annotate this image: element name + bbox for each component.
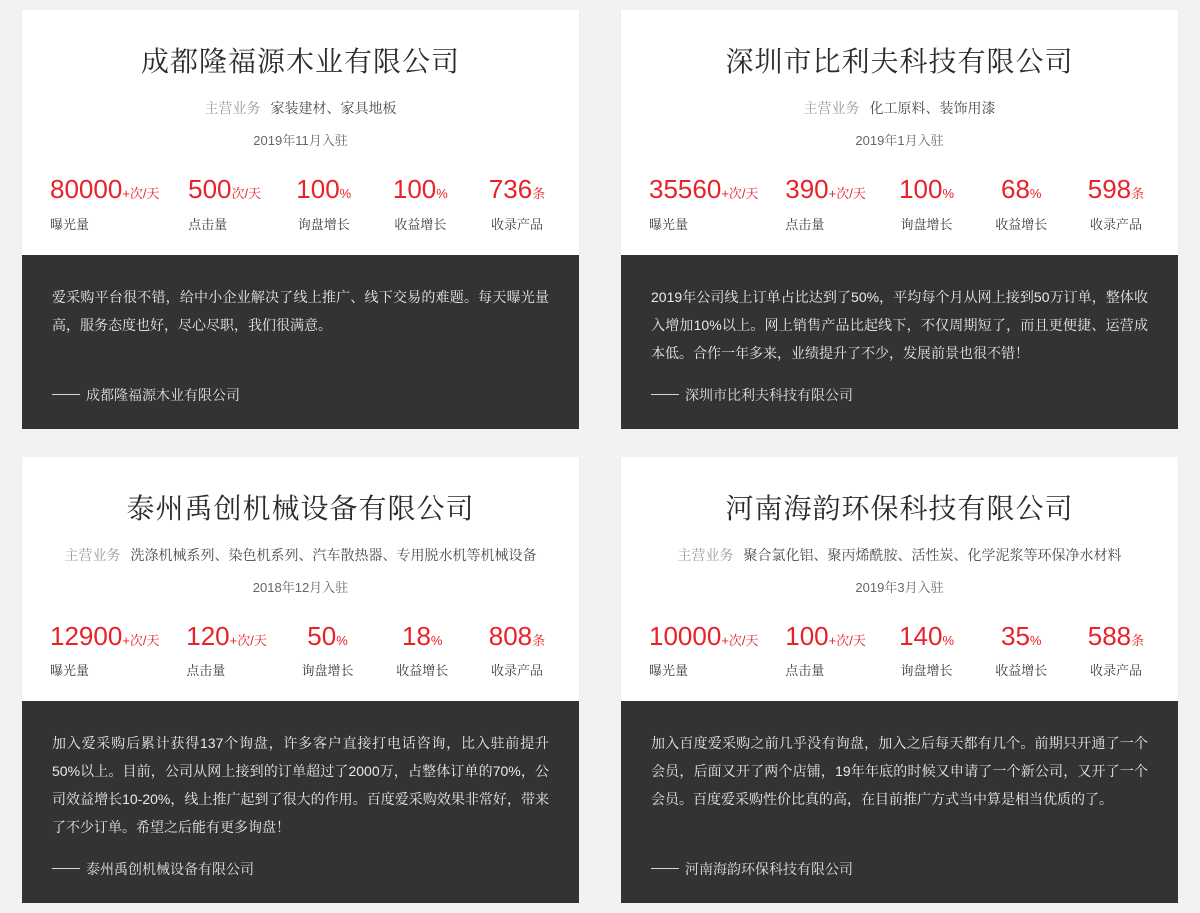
stat-value — [388, 622, 456, 651]
stat-label: 收益增长 — [995, 216, 1048, 232]
stat-value — [483, 622, 551, 651]
stat-unit: % — [336, 632, 348, 648]
card-header — [621, 457, 1178, 702]
stat-item — [483, 622, 551, 680]
stat-unit: 条 — [532, 632, 546, 648]
stat-label: 点击量 — [186, 663, 226, 679]
card-header — [22, 457, 579, 702]
business-label: 主营业务 — [204, 100, 261, 116]
stat-item — [785, 622, 866, 680]
stat-value — [1082, 622, 1150, 651]
stat-number: 100 — [296, 174, 340, 204]
stat-label: 询盘增长 — [301, 663, 354, 679]
stat-number: 390 — [785, 174, 829, 204]
stat-label: 曝光量 — [649, 216, 689, 232]
stat-number: 50 — [307, 620, 337, 651]
stat-item — [649, 175, 759, 233]
stat-number: 736 — [488, 174, 533, 204]
company-name: 泰州禹创机械设备有限公司 — [126, 492, 475, 524]
stat-item — [893, 175, 961, 233]
stat-value — [893, 175, 961, 204]
quote-author-name: 泰州禹创机械设备有限公司 — [86, 861, 254, 878]
stat-value — [186, 622, 267, 651]
stat-item — [294, 622, 362, 680]
stat-unit: +次/天 — [828, 186, 866, 201]
dash-decoration: —— — [52, 384, 80, 401]
stat-number: 120 — [186, 620, 230, 651]
stat-value — [649, 622, 759, 651]
stat-item — [785, 175, 866, 233]
stat-value — [50, 622, 160, 651]
stat-unit: % — [1029, 186, 1042, 201]
stat-number: 500 — [188, 174, 232, 204]
testimonial-card — [22, 10, 579, 429]
card-quote-panel — [22, 255, 579, 429]
business-value: 聚合氯化铝、聚丙烯酰胺、活性炭、化学泥浆等环保净水材料 — [743, 546, 1122, 563]
dash-decoration: —— — [651, 384, 679, 401]
stat-unit: +次/天 — [721, 186, 759, 201]
stat-unit: +次/天 — [229, 632, 267, 648]
business-value: 家装建材、家具地板 — [270, 100, 397, 116]
stat-value — [893, 622, 961, 651]
stat-label: 点击量 — [785, 216, 825, 232]
stat-label: 收益增长 — [394, 216, 447, 232]
stat-item — [290, 175, 358, 233]
stats-row — [645, 622, 1154, 680]
business-line — [46, 545, 555, 565]
company-name: 深圳市比利夫科技有限公司 — [725, 46, 1074, 77]
stat-unit: 次/天 — [231, 186, 262, 201]
quote-text: 加入爱采购后累计获得137个询盘，许多客户直接打电话咨询，比入驻前提升50%以上。目前，公司从网上接到的订单超过了2000万，占整体订单的70%，公司效益增长10-20%，线上推广起到了很大的作用。百度爱采购效果非常好，带来了不少订单。希望之后能有更多询盘！ — [52, 735, 549, 836]
stat-value — [483, 175, 551, 204]
stat-label: 询盘增长 — [297, 216, 350, 232]
stat-unit: % — [430, 632, 443, 648]
card-quote-panel — [22, 701, 579, 903]
stat-unit: +次/天 — [122, 186, 160, 201]
business-label: 主营业务 — [803, 100, 860, 116]
quote-author — [52, 385, 549, 405]
stat-number: 10000 — [649, 620, 722, 651]
stat-item — [987, 175, 1055, 233]
stat-unit: % — [1029, 632, 1042, 648]
stat-label: 收益增长 — [396, 663, 449, 679]
stat-label: 询盘增长 — [900, 663, 953, 679]
stat-value — [785, 622, 866, 651]
stat-label: 曝光量 — [50, 216, 90, 232]
stat-number: 18 — [402, 620, 431, 651]
business-line — [645, 545, 1154, 565]
stat-item — [987, 622, 1055, 680]
join-date: 2019年11月入驻 — [253, 133, 348, 148]
quote-author — [52, 859, 549, 879]
testimonial-card — [621, 10, 1178, 429]
stat-value — [987, 175, 1055, 204]
quote-text: 加入百度爱采购之前几乎没有询盘，加入之后每天都有几个。前期只开通了一个会员，后面又开了两个店铺，19年年底的时候又申请了一个新公司，又开了一个会员。百度爱采购性价比真的高，在目前推广方式当中算是相当优质的了。 — [651, 735, 1148, 808]
quote-text: 2019年公司线上订单占比达到了50%，平均每个月从网上接到50万订单，整体收入增加10%以上。网上销售产品比起线下，不仅周期短了，而且更便捷、运营成本低。合作一年多来，业绩提升了不少，发展前景也很不错！ — [651, 288, 1148, 361]
company-name: 河南海韵环保科技有限公司 — [725, 492, 1074, 524]
stat-value — [987, 622, 1055, 651]
stat-unit: 条 — [1131, 186, 1145, 201]
stat-number: 35560 — [649, 174, 722, 204]
stat-number: 598 — [1087, 174, 1132, 204]
dash-decoration: —— — [651, 859, 679, 876]
quote-author-name: 成都隆福源木业有限公司 — [86, 386, 240, 403]
stat-number: 68 — [1001, 174, 1030, 204]
stat-number: 588 — [1087, 620, 1132, 651]
business-value: 洗涤机械系列、染色机系列、汽车散热器、专用脱水机等机械设备 — [130, 546, 537, 563]
business-label: 主营业务 — [677, 546, 734, 563]
stat-unit: +次/天 — [122, 632, 160, 648]
stat-item — [1082, 175, 1150, 233]
stat-item — [893, 622, 961, 680]
stat-item — [386, 175, 454, 233]
stat-label: 点击量 — [785, 663, 825, 679]
stat-label: 收益增长 — [995, 663, 1048, 679]
business-label: 主营业务 — [64, 546, 121, 563]
stat-label: 收录产品 — [1089, 663, 1142, 679]
quote-author-name: 河南海韵环保科技有限公司 — [685, 861, 853, 878]
card-header — [621, 10, 1178, 255]
stat-unit: 条 — [1131, 632, 1145, 648]
stat-value — [294, 622, 362, 651]
card-quote-panel — [621, 255, 1178, 429]
stat-value — [50, 175, 160, 204]
business-line — [645, 98, 1154, 118]
business-value: 化工原料、装饰用漆 — [869, 100, 996, 116]
stat-number: 100 — [899, 174, 943, 204]
stat-label: 收录产品 — [490, 216, 543, 232]
stat-number: 100 — [392, 174, 437, 204]
stat-label: 询盘增长 — [900, 216, 953, 232]
stat-unit: +次/天 — [828, 632, 866, 648]
stat-item — [649, 622, 759, 680]
stats-row — [46, 622, 555, 680]
join-date: 2019年3月入驻 — [855, 579, 944, 595]
join-date: 2019年1月入驻 — [855, 133, 944, 148]
stat-unit: % — [339, 186, 352, 201]
stat-label: 收录产品 — [1089, 216, 1142, 232]
company-name: 成都隆福源木业有限公司 — [140, 46, 460, 77]
stats-row — [46, 175, 555, 233]
stat-value — [188, 175, 261, 204]
stat-number: 100 — [785, 620, 829, 651]
stat-number: 140 — [899, 620, 943, 651]
stat-value — [386, 175, 454, 204]
quote-author — [651, 385, 1148, 405]
stat-unit: +次/天 — [721, 632, 759, 648]
stats-row — [645, 175, 1154, 233]
stat-number: 12900 — [50, 620, 123, 651]
card-header — [22, 10, 579, 255]
join-date: 2018年12月入驻 — [252, 579, 349, 595]
stat-value — [649, 175, 759, 204]
quote-text: 爱采购平台很不错，给中小企业解决了线上推广、线下交易的难题。每天曝光量高，服务态度也好，尽心尽职，我们很满意。 — [52, 288, 549, 333]
stat-item — [388, 622, 456, 680]
stat-item — [188, 175, 261, 233]
testimonial-card — [22, 457, 579, 904]
quote-author — [651, 859, 1148, 879]
stat-unit: % — [942, 186, 955, 201]
stat-item — [50, 622, 160, 680]
quote-author-name: 深圳市比利夫科技有限公司 — [685, 386, 853, 403]
stat-number: 808 — [488, 620, 533, 651]
stat-unit: % — [436, 186, 448, 201]
testimonial-card — [621, 457, 1178, 904]
stat-label: 曝光量 — [649, 663, 689, 679]
card-quote-panel — [621, 701, 1178, 903]
stat-item — [186, 622, 267, 680]
stat-label: 点击量 — [188, 216, 228, 232]
stat-label: 收录产品 — [490, 663, 543, 679]
stat-value — [1082, 175, 1150, 204]
stat-number: 80000 — [50, 174, 123, 204]
business-line — [46, 98, 555, 118]
stat-item — [50, 175, 160, 233]
stat-item — [1082, 622, 1150, 680]
dash-decoration: —— — [52, 859, 80, 876]
stat-value — [290, 175, 358, 204]
stat-item — [483, 175, 551, 233]
stat-value — [785, 175, 866, 204]
stat-number: 35 — [1001, 620, 1030, 651]
stat-unit: 条 — [532, 186, 546, 201]
stat-unit: % — [942, 632, 955, 648]
stat-label: 曝光量 — [50, 663, 90, 679]
